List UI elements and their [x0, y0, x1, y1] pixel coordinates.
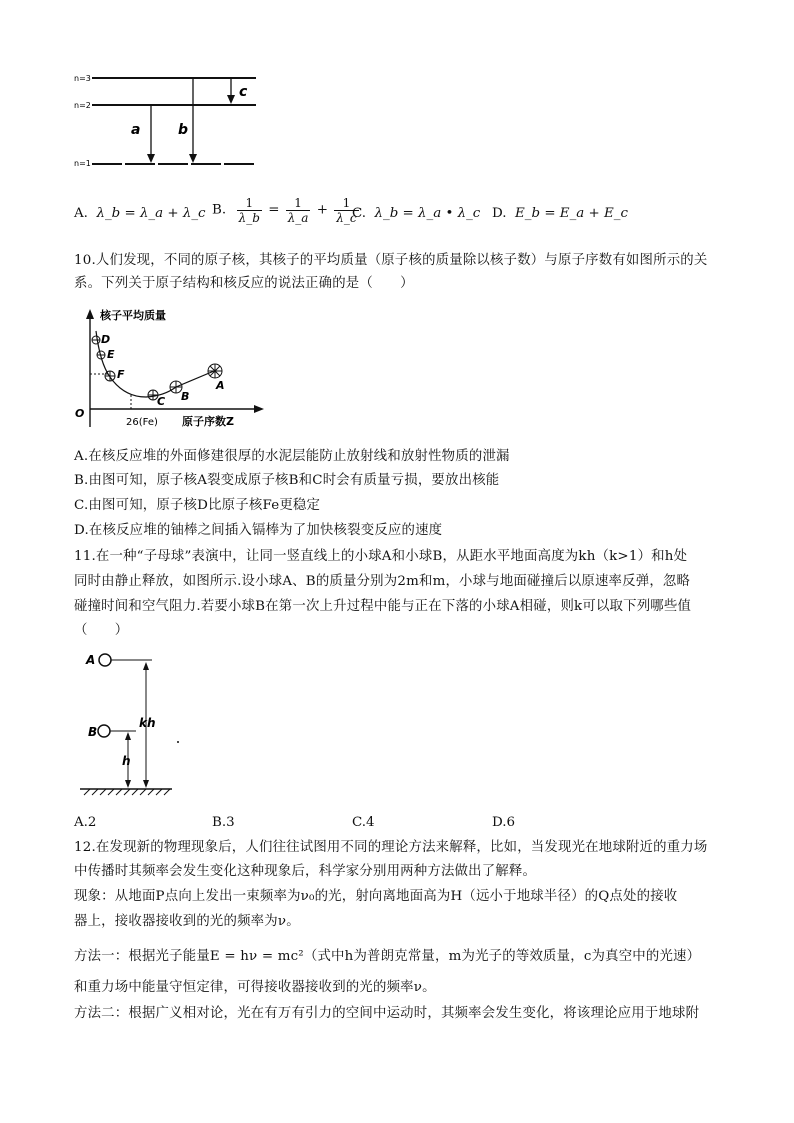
q10-option-a: A.在核反应堆的外面修建很厚的水泥层能防止放射线和放射性物质的泄漏	[74, 449, 510, 464]
arrow-a-label: a	[131, 122, 141, 138]
level-n2-label: n=2	[74, 101, 91, 110]
q9-option-a-expr: λ_b = λ_a + λ_c	[96, 206, 206, 221]
q10-option-c: C.由图可知，原子核D比原子核Fe更稳定	[74, 498, 321, 513]
q9-option-d	[492, 203, 628, 225]
q9-option-d-label: D.	[492, 206, 507, 221]
point-d-label: D	[101, 333, 111, 346]
q10-stem-line1: 10.人们发现，不同的原子核，其核子的平均质量（原子核的质量除以核子数）与原子序数有如图所示的关	[74, 253, 708, 268]
h-arrow-top	[125, 732, 131, 740]
q9-option-b-frac-r2: $\frac{1}{\lambda\_c}$	[336, 196, 357, 225]
x-axis-arrow	[254, 405, 264, 413]
point-f	[105, 371, 115, 381]
q11-option-c: C.4	[352, 815, 375, 830]
point-d	[92, 336, 100, 344]
q12-line1: 12.在发现新的物理现象后，人们往往试图用不同的理论方法来解释，比如，当发现光在地球附近的重力场	[74, 840, 708, 855]
energy-level-diagram	[74, 64, 274, 176]
kh-arrow-bottom	[143, 780, 149, 788]
q12-line4: 器上，接收器接收到的光的频率为ν。	[74, 914, 300, 929]
q10-stem-line2: 系。下列关于原子结构和核反应的说法正确的是（ ）	[74, 276, 414, 291]
q9-option-c	[352, 203, 480, 225]
ball-b-label: B	[88, 725, 98, 739]
q9-option-c-expr: λ_b = λ_a • λ_c	[374, 206, 481, 221]
level-n3-label: n=3	[74, 74, 91, 83]
q11-option-a: A.2	[74, 815, 97, 830]
stray-dot	[177, 741, 179, 743]
q9-option-a-label: A.	[74, 206, 88, 221]
q10-option-d: D.在核反应堆的铀棒之间插入镉棒为了加快核裂变反应的速度	[74, 523, 443, 538]
drop-balls-figure	[74, 645, 204, 801]
x-axis-label: 原子序数Z	[182, 415, 234, 428]
ground-hatch	[84, 789, 170, 795]
arrow-c-head	[227, 95, 235, 104]
q11-option-b: B.3	[212, 815, 235, 830]
q12-line6: 和重力场中能量守恒定律，可得接收器接收到的光的频率ν。	[74, 980, 436, 995]
q10-option-b: B.由图可知，原子核A裂变成原子核B和C时会有质量亏损，要放出核能	[74, 473, 500, 488]
q9-option-a	[74, 203, 206, 225]
point-a-label: A	[216, 379, 225, 392]
q11-option-d: D.6	[492, 815, 516, 830]
q9-option-c-label: C.	[352, 206, 367, 221]
q12-line5: 方法一：根据光子能量E = hν = mc²（式中h为普朗克常量，m为光子的等效质量，c为真空中的光速）	[74, 949, 701, 964]
ball-a	[99, 654, 111, 666]
kh-label: kh	[139, 716, 156, 730]
kh-arrow-top	[143, 662, 149, 670]
q11-stem-line2: 同时由静止释放，如图所示.设小球A、B的质量分别为2m和m，小球与地面碰撞后以原速率反弹，忽略	[74, 574, 691, 589]
arrow-b-head	[189, 154, 197, 163]
h-arrow-bottom	[125, 780, 131, 788]
point-e-label: E	[107, 348, 115, 361]
arrow-b-label: b	[178, 122, 189, 138]
q12-line7: 方法二：根据广义相对论，光在有万有引力的空间中运动时，其频率会发生变化，将该理论应用于地球附	[74, 1006, 700, 1021]
origin-label: O	[75, 407, 85, 420]
q9-option-b-frac-lhs: $\frac{1}{\lambda\_b}$	[238, 196, 260, 225]
point-a	[208, 364, 222, 378]
ball-a-label: A	[86, 653, 96, 667]
arrow-c-label: c	[239, 84, 248, 100]
q11-stem-line1: 11.在一种“子母球”表演中，让同一竖直线上的小球A和小球B，从距水平地面高度为kh（k>1）和h处	[74, 549, 688, 564]
point-c-label: C	[157, 395, 166, 408]
q12-line2: 中传播时其频率会发生变化这种现象后，科学家分别用两种方法做出了解释。	[74, 864, 537, 879]
fe-label: 26(Fe)	[126, 417, 158, 428]
q11-stem-line3: 碰撞时间和空气阻力.若要小球B在第一次上升过程中能与正在下落的小球A相碰，则k可以取下列哪些值	[74, 599, 692, 614]
q9-option-b: B. $\frac{1}{\lambda\_b}$ = $\frac{1}{\lambda\_a}$ + $\frac{1}{\lambda\_c}$	[212, 196, 357, 225]
y-axis-label: 核子平均质量	[100, 309, 166, 322]
arrow-a-head	[147, 154, 155, 163]
q9-option-b-label: B.	[212, 202, 227, 218]
level-n1-label: n=1	[74, 159, 91, 168]
y-axis-arrow	[86, 309, 94, 319]
q11-stem-line4: （ ）	[74, 623, 129, 638]
binding-curve-figure	[74, 303, 274, 431]
q9-option-b-frac-r1: $\frac{1}{\lambda\_a}$	[287, 196, 309, 225]
q9-option-d-expr: E_b = E_a + E_c	[515, 206, 628, 221]
q12-line3: 现象：从地面P点向上发出一束频率为ν₀的光，射向离地面高为H（远小于地球半径）的Q点处的接收	[74, 889, 678, 904]
h-label: h	[122, 754, 131, 768]
point-f-label: F	[117, 368, 125, 381]
point-b-label: B	[181, 390, 190, 403]
ball-b	[98, 725, 110, 737]
